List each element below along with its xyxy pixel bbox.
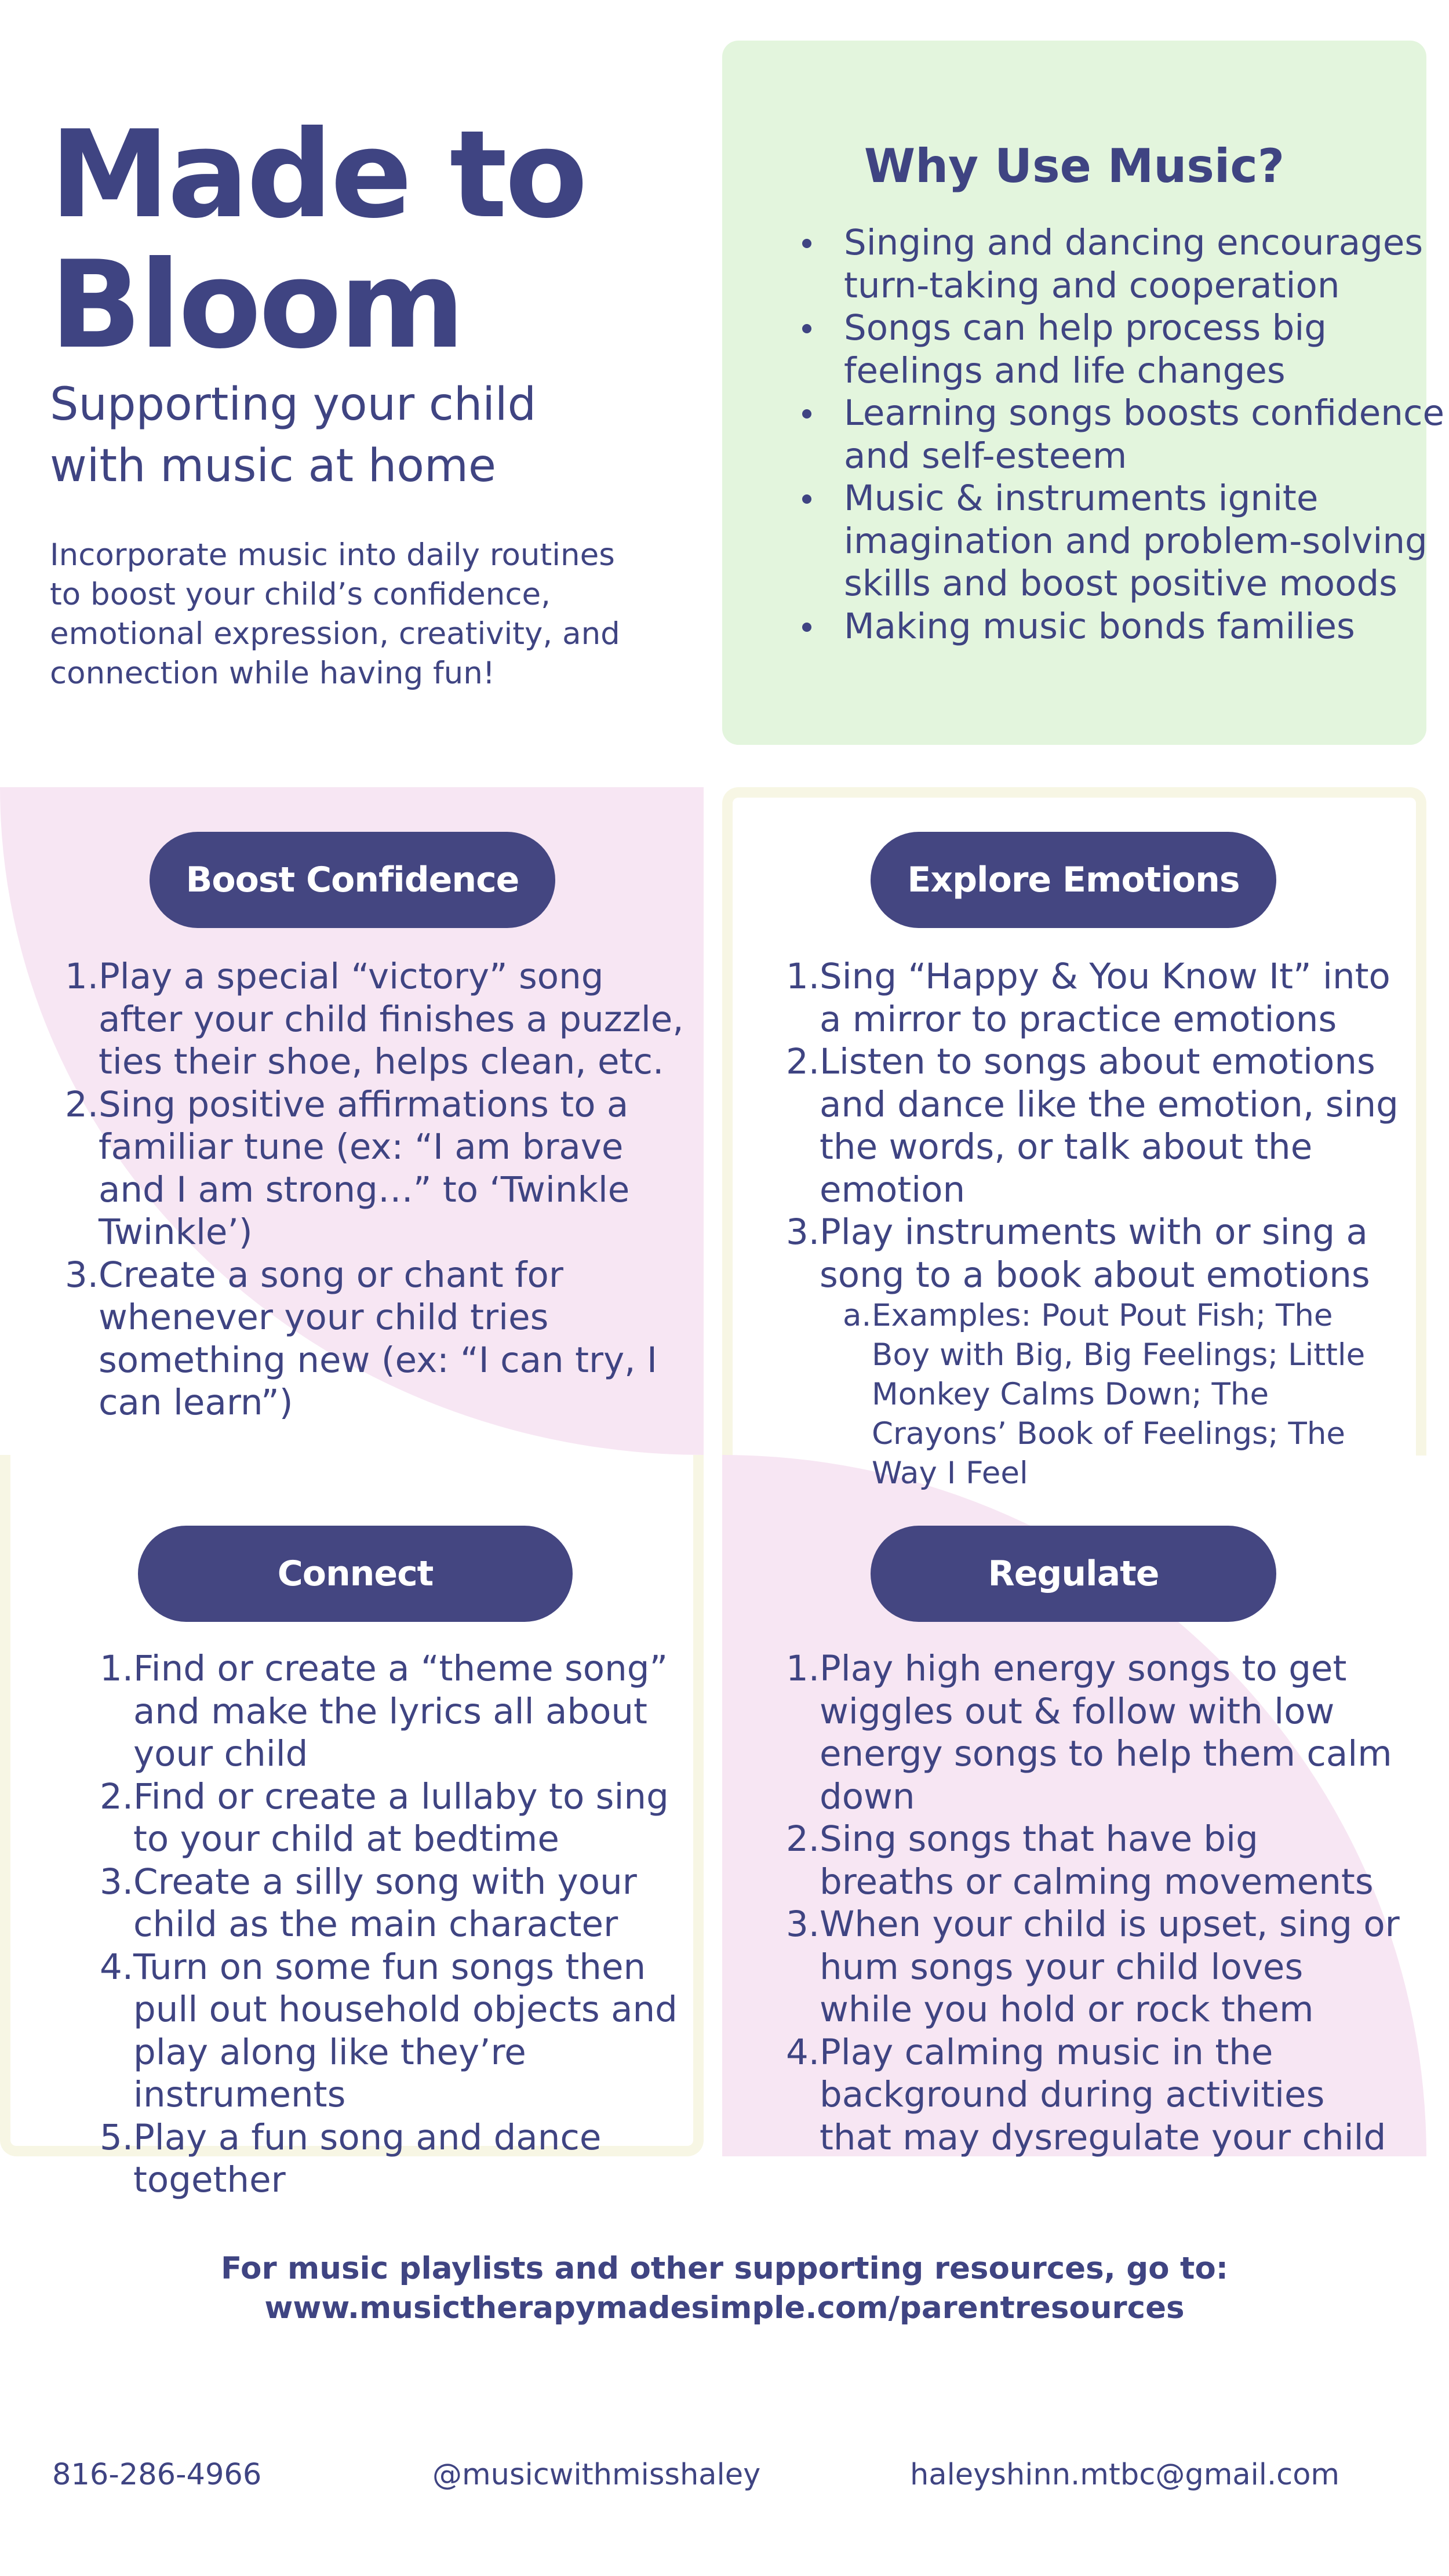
list-item bbox=[100, 2116, 685, 2202]
list-item bbox=[786, 1647, 1400, 1818]
item-number: 1. bbox=[100, 1648, 134, 1689]
item-number: 3. bbox=[786, 1211, 820, 1253]
list-item bbox=[100, 1861, 685, 1946]
list-item bbox=[786, 955, 1400, 1040]
regulate-heading: Regulate bbox=[871, 1526, 1276, 1622]
item-text: Sing “Happy & You Know It” into a mirror to practice emotions bbox=[820, 956, 1390, 1040]
item-text: Turn on some fun songs then pull out household objects and play along like they’re instruments bbox=[133, 1946, 678, 2115]
boost-confidence-heading: Boost Confidence bbox=[150, 832, 555, 928]
item-text: Find or create a “theme song” and make the lyrics all about your child bbox=[133, 1648, 668, 1774]
resources-text: For music playlists and other supporting resources, go to: bbox=[221, 2251, 1228, 2286]
emotions-sub-list bbox=[843, 1296, 1400, 1493]
list-item bbox=[65, 1254, 691, 1424]
connect-list bbox=[100, 1647, 685, 2202]
emotions-list bbox=[786, 955, 1400, 1493]
item-number: 3. bbox=[786, 1904, 820, 1945]
list-item bbox=[786, 1818, 1400, 1903]
list-item bbox=[786, 2031, 1400, 2159]
why-item: Making music bonds families bbox=[844, 605, 1449, 648]
item-text: Listen to songs about emotions and dance like the emotion, sing the words, or talk about the emotion bbox=[820, 1041, 1399, 1210]
intro-paragraph: Incorporate music into daily routines to boost your child’s confidence, emotional expression, creativity, and connection while having fun! bbox=[50, 537, 620, 691]
phone-number: 816-286-4966 bbox=[52, 2458, 262, 2492]
list-item bbox=[100, 1647, 685, 1775]
item-text: Play a special “victory” song after your child finishes a puzzle, ties their shoe, helps clean, etc. bbox=[99, 956, 684, 1082]
item-text: Play calming music in the background during activities that may dysregulate your child bbox=[820, 2031, 1386, 2158]
explore-emotions-heading: Explore Emotions bbox=[871, 832, 1276, 928]
why-use-music-box bbox=[722, 41, 1445, 745]
resources-note bbox=[0, 2249, 1449, 2328]
confidence-list bbox=[65, 955, 691, 1424]
item-number: 3. bbox=[100, 1861, 134, 1902]
item-text: Sing songs that have big breaths or calming movements bbox=[820, 1818, 1374, 1902]
subtitle-line-1: Supporting your child bbox=[50, 379, 537, 431]
item-number: 1. bbox=[786, 1648, 820, 1689]
item-text: When your child is upset, sing or hum songs your child loves while you hold or rock them bbox=[820, 1904, 1400, 2030]
sub-item-letter: a. bbox=[843, 1298, 872, 1333]
item-text: Play high energy songs to get wiggles out & follow with low energy songs to help them calm down bbox=[820, 1648, 1392, 1817]
regulate-list bbox=[786, 1647, 1400, 2159]
item-number: 2. bbox=[786, 1041, 820, 1082]
item-text: Create a song or chant for whenever your child tries something new (ex: “I can try, I can learn”) bbox=[99, 1254, 657, 1423]
sub-list-item bbox=[843, 1296, 1400, 1493]
email-address[interactable]: haleyshinn.mtbc@gmail.com bbox=[910, 2458, 1340, 2492]
page-title bbox=[50, 105, 687, 376]
item-number: 1. bbox=[65, 956, 99, 997]
subtitle-line-2: with music at home bbox=[50, 440, 496, 492]
list-item bbox=[786, 1903, 1400, 2031]
item-text: Play instruments with or sing a song to a book about emotions bbox=[820, 1211, 1370, 1296]
list-item bbox=[786, 1211, 1400, 1493]
item-text: Play a fun song and dance together bbox=[133, 2116, 602, 2200]
list-item bbox=[100, 1946, 685, 2116]
why-list bbox=[798, 221, 1449, 647]
why-title: Why Use Music? bbox=[864, 139, 1285, 193]
why-item: Singing and dancing encourages turn-taking and cooperation bbox=[844, 221, 1449, 307]
why-item: Songs can help process big feelings and life changes bbox=[844, 307, 1449, 392]
item-number: 5. bbox=[100, 2116, 134, 2158]
item-text: Create a silly song with your child as the main character bbox=[133, 1861, 637, 1945]
item-number: 4. bbox=[100, 1946, 134, 1988]
sub-item-text: Examples: Pout Pout Fish; The Boy with Big, Big Feelings; Little Monkey Calms Down; The Crayons’ Book of Feelings; The Way I Feel bbox=[872, 1298, 1366, 1491]
list-item bbox=[100, 1775, 685, 1861]
resources-link[interactable]: www.musictherapymadesimple.com/parentresources bbox=[264, 2290, 1185, 2326]
title-line-2: Bloom bbox=[50, 235, 463, 376]
item-number: 2. bbox=[100, 1775, 134, 1817]
item-number: 2. bbox=[786, 1818, 820, 1860]
social-handle[interactable]: @musicwithmisshaley bbox=[432, 2458, 761, 2492]
connect-heading: Connect bbox=[138, 1526, 573, 1622]
page-subtitle bbox=[50, 374, 687, 497]
item-text: Sing positive affirmations to a familiar tune (ex: “I am brave and I am strong…” to ‘Twinkle Twinkle’) bbox=[99, 1083, 630, 1253]
item-text: Find or create a lullaby to sing to your child at bedtime bbox=[133, 1775, 669, 1860]
item-number: 2. bbox=[65, 1083, 99, 1125]
item-number: 1. bbox=[786, 956, 820, 997]
title-line-1: Made to bbox=[50, 105, 586, 245]
item-number: 4. bbox=[786, 2031, 820, 2073]
why-item: Learning songs boosts confidence and self-esteem bbox=[844, 392, 1449, 477]
why-item: Music & instruments ignite imagination and problem-solving skills and boost positive moods bbox=[844, 477, 1449, 605]
list-item bbox=[786, 1040, 1400, 1211]
item-number: 3. bbox=[65, 1254, 99, 1296]
list-item bbox=[65, 955, 691, 1083]
list-item bbox=[65, 1083, 691, 1254]
